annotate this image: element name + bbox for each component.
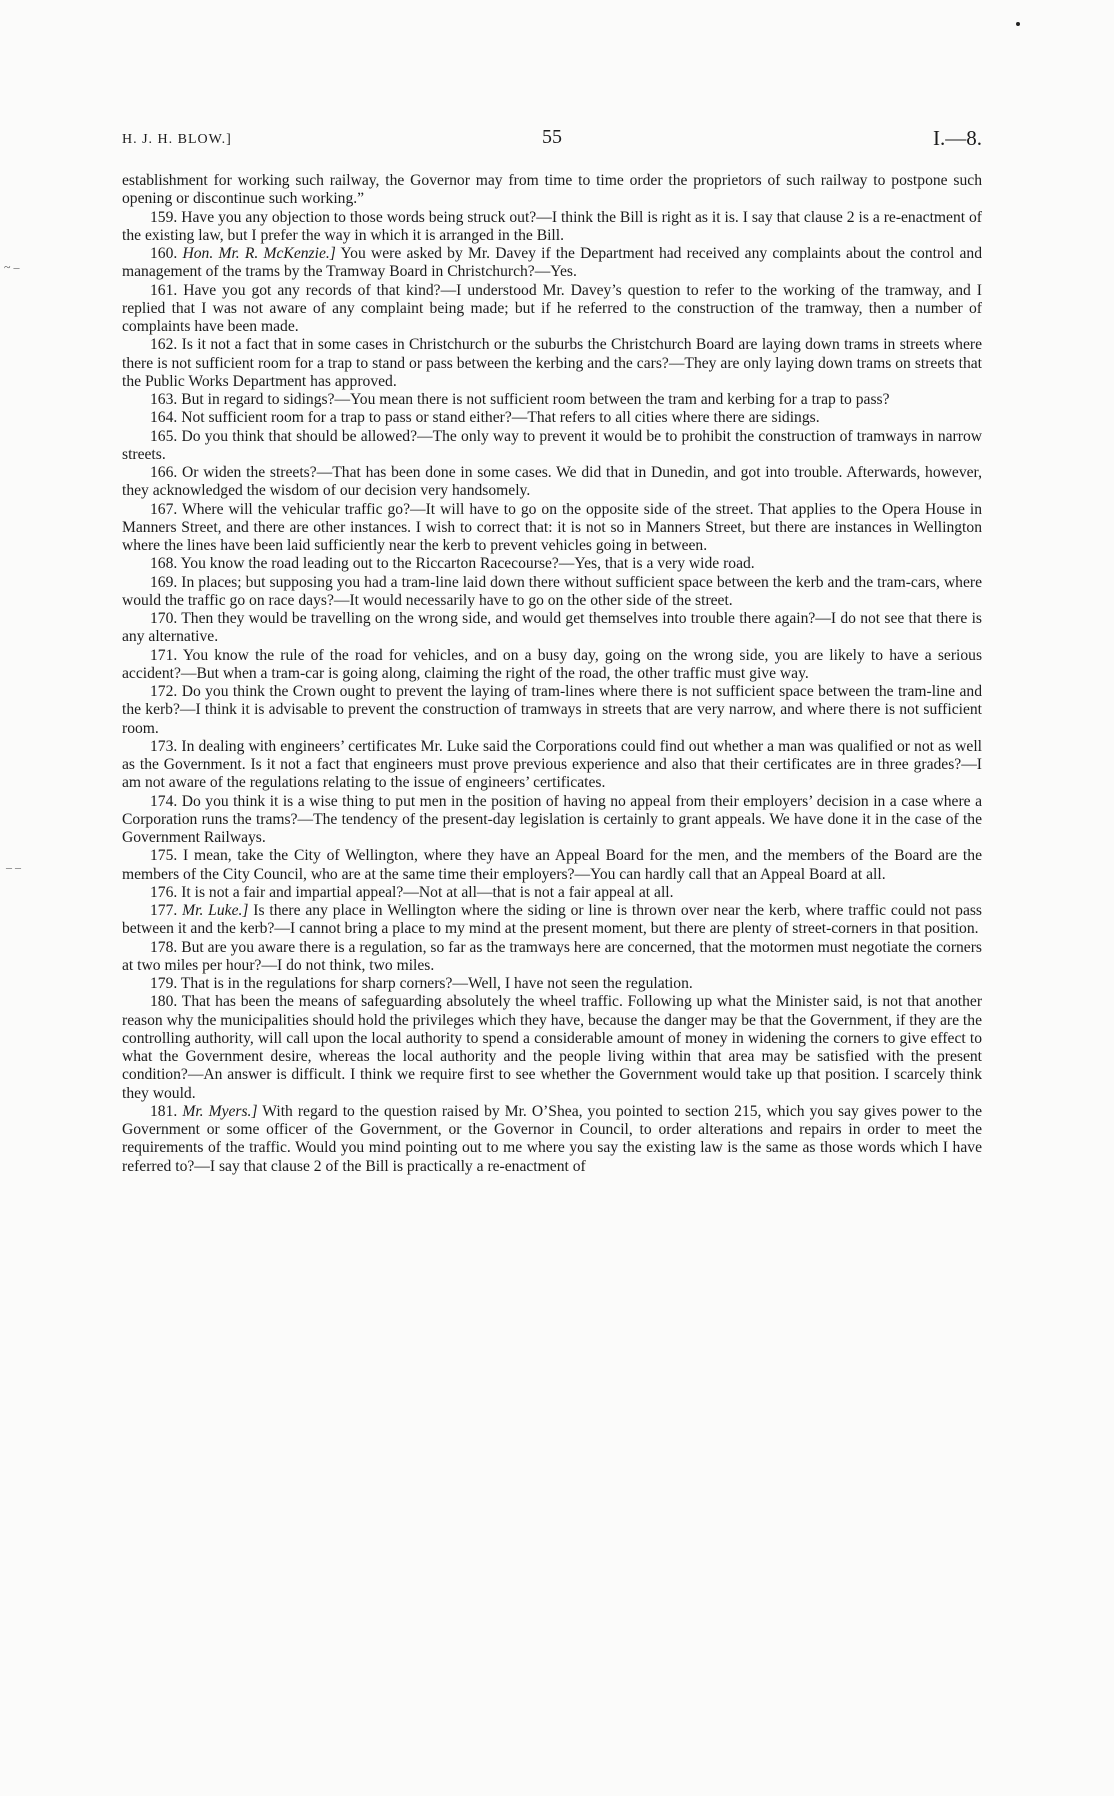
question-answer-paragraph [122,683,982,738]
question-answer-paragraph [122,1103,982,1176]
question-answer-paragraph [122,245,982,282]
question-number: 171. [150,646,183,664]
question-answer-paragraph [122,847,982,884]
paragraph-text: But are you aware there is a regulation, so far as the tramways here are concerned, that the motormen must negotiate the corners at two miles per hour?—I do not think, two miles. [122,938,982,974]
question-number: 172. [150,683,182,700]
speaker-name: Mr. Myers.] [182,1102,258,1120]
question-answer-paragraph [122,975,982,993]
margin-mark: – ‒ [6,860,21,874]
question-number: 168. [150,555,181,573]
question-number: 179. [150,975,181,992]
question-number: 178. [150,938,182,956]
question-answer-paragraph [122,501,982,556]
body-text [122,172,982,1176]
paragraph-text: Where will the vehicular traffic go?—It will have to go on the opposite side of the street. That applies to the Opera House in Manners Street, and there are other instances. I wish to correct that: it is not so in Manners Street, but there are instances in Wellington where the lines have been laid sufficiently near the kerb to prevent vehicles going in between. [122,500,983,554]
question-number: 180. [150,993,182,1011]
question-number: 160. [150,245,183,262]
question-number: 174. [150,792,182,810]
speaker-name: Mr. Luke.] [182,902,249,919]
paragraph-text: Do you think it is a wise thing to put men in the position of having no appeal from their employers’ decision in a case where a Corporation runs the trams?—The tendency of the present-day legislation is certainly to grant appeals. We have done it in the case of the Government Railways. [122,792,982,846]
paragraph-text: Is there any place in Wellington where the siding or line is thrown over near the kerb, where traffic could not pass between it and the kerb?—I cannot bring a place to my mind at the present moment, but there are plenty of street-corners in that position. [122,902,983,938]
question-answer-paragraph [122,738,982,793]
question-number: 166. [150,464,183,481]
question-number: 173. [150,737,182,755]
question-answer-paragraph [122,902,982,939]
ink-speck [1016,22,1020,26]
document-reference: I.—8. [933,126,982,150]
paragraph-text: Have you any objection to those words being struck out?—I think the Bill is right as it is. I say that clause 2 is a re-enactment of the existing law, but I prefer the way in which it is arranged in the Bill. [122,208,983,244]
question-number: 175. [150,847,184,865]
paragraph-text: That is in the regulations for sharp corners?—Well, I have not seen the regulation. [180,975,693,992]
paragraph-text: You were asked by Mr. Davey if the Department had received any complaints about the control and management of the trams by the Tramway Board in Christchurch?—Yes. [122,245,983,281]
paragraph-text: In dealing with engineers’ certificates Mr. Luke said the Corporations could find out whether a man was qualified or not as well as the Government. Is it not a fact that engineers must prove previous experience and also that their certificates are in three grades?—I am not aware of the regulations relating to the issue of engineers’ certificates. [122,737,982,792]
question-answer-paragraph [122,647,982,684]
question-answer-paragraph [122,391,982,409]
question-answer-paragraph [122,336,982,391]
question-answer-paragraph [122,555,982,573]
paragraph-text: Not sufficient room for a trap to pass or stand either?—That refers to all cities where there are sidings. [181,409,820,427]
question-answer-paragraph [122,610,982,647]
paragraph-text: That has been the means of safeguarding absolutely the wheel traffic. Following up what the Minister said, is not that another reason why the municipalities should hold the privileges which they have, because the danger may be that the Government, if they are the controlling authority, will call upon the local authority to spend a considerable amount of money in widening the corners to give effect to what the Government desire, whereas the local authority and the people living within that area may be satisfied with the present condition?—An answer is difficult. I think we require first to see whether the Government would take up that position. I scarcely think they would. [122,993,983,1102]
question-answer-paragraph [122,793,982,848]
question-answer-paragraph [122,282,982,337]
question-answer-paragraph [122,172,982,209]
question-answer-paragraph [122,574,982,611]
question-number: 170. [150,610,182,627]
question-number: 161. [150,281,184,299]
paragraph-text: You know the rule of the road for vehicles, and on a busy day, going on the wrong side, you are likely to have a serious accident?—But when a tram-car is going along, claiming the right of the road, the other traffic must give way. [122,646,983,682]
paragraph-text: Have you got any records of that kind?—I understood Mr. Davey’s question to refer to the working of the tramway, and I replied that I was not aware of any complaint being made; but if he referred to the construction of the tramway, then a number of complaints have been made. [122,281,982,335]
witness-name: H. J. H. BLOW.] [122,132,232,147]
page-header [122,126,982,156]
question-answer-paragraph [122,209,982,246]
question-number: 159. [150,208,182,226]
paragraph-text: Do you think the Crown ought to prevent the laying of tram-lines where there is not sufficient space between the tram-line and the kerb?—I think it is advisable to prevent the construction of tramways in streets that are very narrow, and where there is not sufficient room. [122,683,982,737]
paragraph-text: In places; but supposing you had a tram-line laid down there without sufficient space between the kerb and the tram-cars, where would the traffic go on race days?—It would necessarily have to go on the other side of the street. [122,573,982,609]
question-answer-paragraph [122,993,982,1103]
question-answer-paragraph [122,428,982,465]
paragraph-text: But in regard to sidings?—You mean there is not sufficient room between the tram and kerbing for a trap to pass? [181,391,890,408]
question-number: 176. [150,883,182,901]
question-answer-paragraph [122,409,982,427]
question-number: 167. [150,500,182,518]
question-answer-paragraph [122,464,982,501]
paragraph-text: establishment for working such railway, the Governor may from time to time order the proprietors of such railway to postpone such opening or discontinue such working.” [122,172,982,208]
question-number: 165. [150,427,182,445]
question-number: 163. [150,391,182,408]
paragraph-text: You know the road leading out to the Riccarton Racecourse?—Yes, that is a very wide road. [180,555,755,573]
paragraph-text: Is it not a fact that in some cases in Christchurch or the suburbs the Christchurch Board are laying down trams in streets where there is not sufficient room for a trap to stand or pass between the kerbing and the cars?—They are only laying down trams on streets that the Public Works Department has approved. [122,336,983,390]
question-answer-paragraph [122,884,982,902]
paragraph-text: Do you think that should be allowed?—The only way to prevent it would be to prohibit the construction of tramways in narrow streets. [122,427,983,463]
question-number: 181. [150,1102,183,1120]
question-number: 177. [150,902,183,919]
question-number: 162. [150,336,182,354]
question-number: 164. [150,409,182,427]
paragraph-text: It is not a fair and impartial appeal?—Not at all—that is not a fair appeal at all. [181,883,674,901]
paragraph-text: With regard to the question raised by Mr. O’Shea, you pointed to section 215, which you say gives power to the Government or some officer of the Government, or the Governor in Council, to order alterations and repairs in order to meet the requirements of the traffic. Would you mind pointing out to me where you say the existing law is the same as those words which I have referred to?—I say that clause 2 of the Bill is practically a re-enactment of [122,1102,983,1175]
paragraph-text: Or widen the streets?—That has been done in some cases. We did that in Dunedin, and got into trouble. Afterwards, however, they acknowledged the wisdom of our decision very handsomely. [122,464,983,500]
page-number: 55 [542,126,562,148]
margin-mark: ~ ‒ [4,260,20,274]
paragraph-text: I mean, take the City of Wellington, where they have an Appeal Board for the men, and the members of the Board are the members of the City Council, who are at the same time their employers?—You can hardly call that an Appeal Board at all. [122,847,982,883]
question-answer-paragraph [122,939,982,976]
question-number: 169. [150,573,182,591]
speaker-name: Hon. Mr. R. McKenzie.] [182,245,336,262]
paragraph-text: Then they would be travelling on the wrong side, and would get themselves into trouble there again?—I do not see that there is any alternative. [122,610,983,646]
